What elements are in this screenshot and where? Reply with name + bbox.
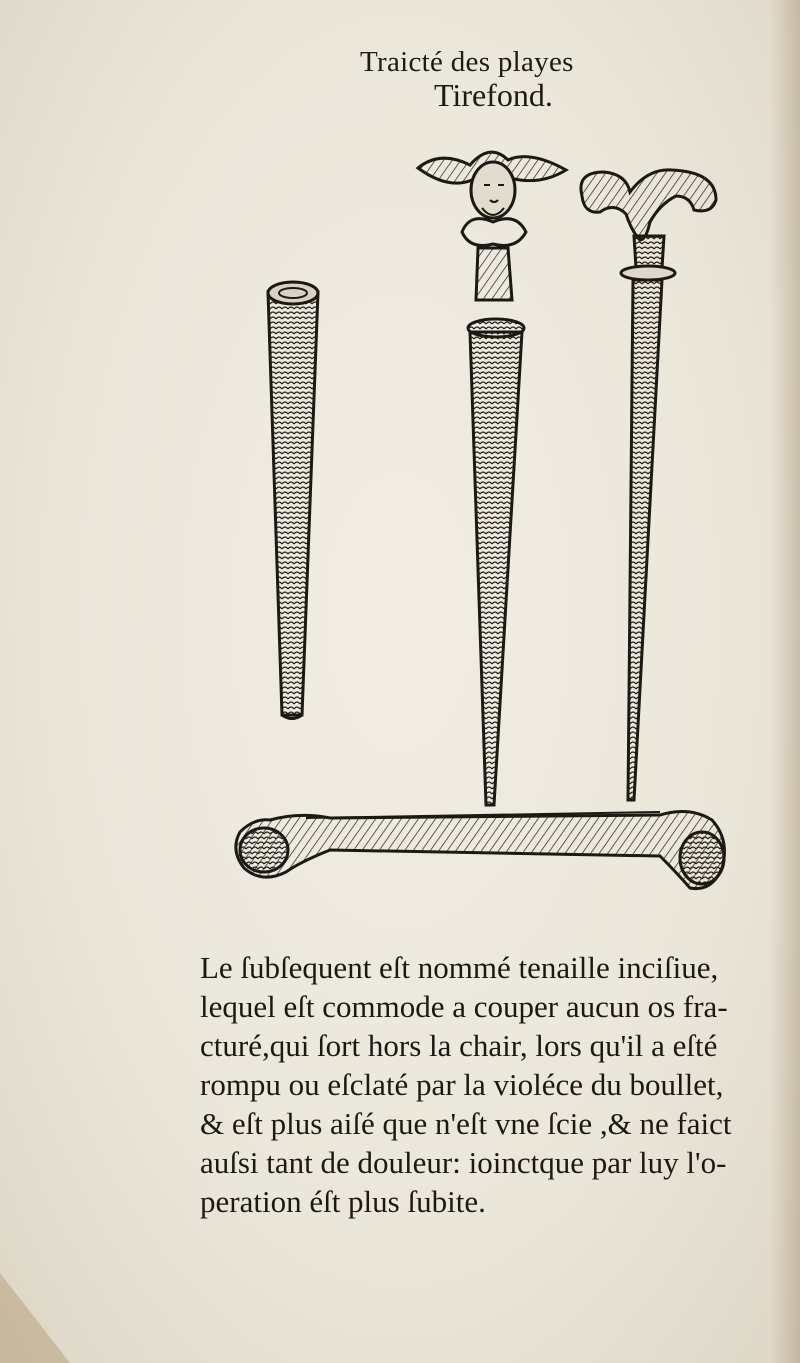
body-paragraph [200,948,760,1221]
body-line-2: lequel eſt commode a couper aucun os fra- [200,989,728,1024]
body-line-6: auſsi tant de douleur: ioinctque par luy l'o- [200,1145,727,1180]
body-line-4: rompu ou eſclaté par la violéce du boullet, [200,1067,724,1102]
tube-icon [268,282,318,719]
body-line-5: & eſt plus aiſé que n'eſt vne ſcie ,& ne faict [200,1106,732,1141]
page-corner-fold [0,1273,70,1363]
tirefond-screw-icon [418,152,566,805]
plate-title: Tirefond. [434,77,553,113]
body-line-3: cturé,qui ſort hors la chair, lors qu'il a eſté [200,1028,718,1063]
body-line-1: Le ſubſequent eſt nommé tenaille inciſiue, [200,950,719,985]
running-head: Traicté des playes [360,46,574,78]
body-line-7: peration éſt plus ſubite. [200,1184,486,1219]
tirefond-shaft-icon [581,170,716,800]
bone-icon [236,811,725,888]
